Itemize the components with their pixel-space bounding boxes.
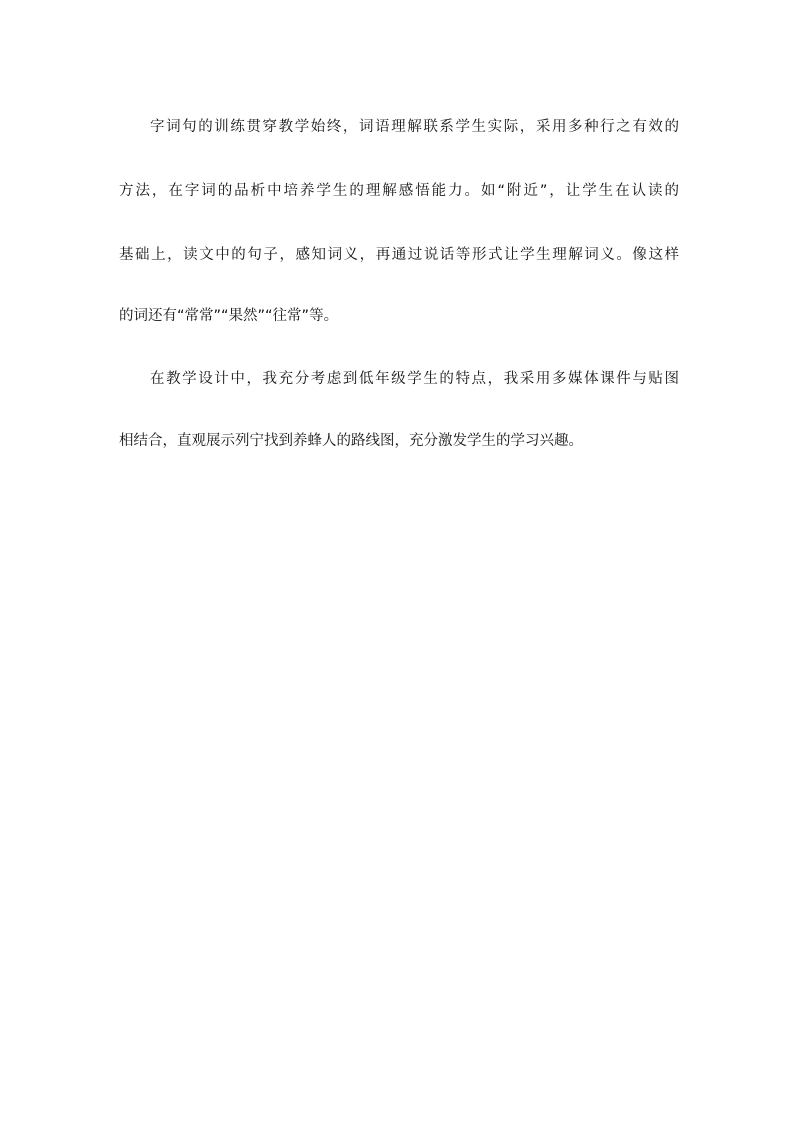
paragraph-1-line-2: 方法，在字词的品析中培养学生的理解感悟能力。如“附近”，让学生在认读的 bbox=[119, 183, 679, 199]
paragraph-2-line-2: 相结合，直观展示列宁找到养蜂人的路线图，充分激发学生的学习兴趣。 bbox=[119, 433, 583, 449]
paragraph-2-line-1: 在教学设计中，我充分考虑到低年级学生的特点，我采用多媒体课件与贴图 bbox=[150, 371, 679, 387]
paragraph-1-line-4: 的词还有“常常”“果然”“往常”等。 bbox=[119, 308, 339, 324]
paragraph-1-line-1: 字词句的训练贯穿教学始终，词语理解联系学生实际，采用多种行之有效的 bbox=[150, 119, 679, 135]
paragraph-1-line-3: 基础上，读文中的句子，感知词义，再通过说话等形式让学生理解词义。像这样 bbox=[119, 247, 679, 263]
